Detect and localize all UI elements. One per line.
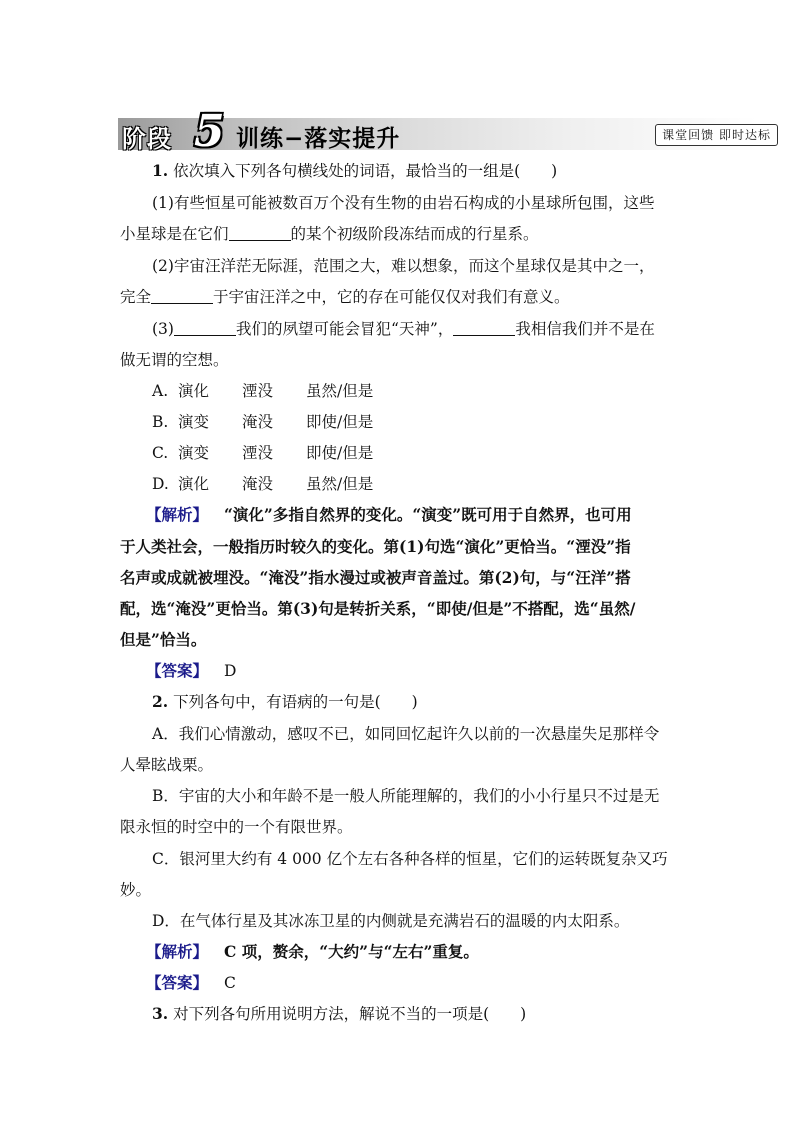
q1-s2-line1: (2)宇宙汪洋茫无际涯，范围之大，难以想象，而这个星球仅是其中之一， bbox=[152, 257, 655, 275]
q2-answer bbox=[146, 973, 236, 993]
blank-4 bbox=[453, 319, 515, 336]
q3-stem bbox=[152, 1004, 526, 1024]
analysis-tag: 【解析】 bbox=[146, 942, 209, 961]
q2-option-a-line1: A．我们心情激动，感叹不已，如同回忆起许久以前的一次悬崖失足那样令 bbox=[152, 725, 660, 743]
q1-option-a bbox=[152, 381, 373, 401]
q1-s2-line2b: 于宇宙汪洋之中，它的存在可能仅仅对我们有意义。 bbox=[213, 288, 570, 306]
answer-value: C bbox=[224, 974, 236, 992]
q1-analysis-line4: 配，选“淹没”更恰当。第(3)句是转折关系，“即使/但是”不搭配，选“虽然/ bbox=[120, 599, 636, 618]
option-word-2: 湮没 bbox=[242, 444, 274, 462]
q2-option-b-line1: B．宇宙的大小和年龄不是一般人所能理解的，我们的小小行星只不过是无 bbox=[152, 787, 660, 805]
q2-option-b-line2: 限永恒的时空中的一个有限世界。 bbox=[120, 818, 353, 836]
q2-option-d-line1: D．在气体行星及其冰冻卫星的内侧就是充满岩石的温暖的内太阳系。 bbox=[152, 912, 630, 930]
option-word-1: 演变 bbox=[178, 444, 210, 462]
q1-option-b bbox=[152, 412, 373, 432]
answer-value: D bbox=[224, 662, 237, 680]
q1-s2-line2 bbox=[120, 287, 570, 307]
blank-3 bbox=[174, 319, 236, 336]
q1-s3-line1b: 我们的夙望可能会冒犯“天神”， bbox=[235, 320, 454, 338]
blank-1 bbox=[229, 224, 291, 241]
q1-stem-text: 依次填入下列各句横线处的词语，最恰当的一组是( ) bbox=[173, 162, 558, 180]
q1-analysis-line2: 于人类社会，一般指历时较久的变化。第(1)句选“演化”更恰当。“湮没”指 bbox=[120, 537, 631, 556]
q1-s1-line2a: 小星球是在它们 bbox=[120, 225, 229, 243]
option-letter: A. bbox=[152, 382, 169, 400]
option-word-2: 淹没 bbox=[242, 475, 274, 493]
q2-option-a-line2: 人晕眩战栗。 bbox=[120, 756, 214, 774]
q1-analysis-line3: 名声或成就被埋没。“淹没”指水漫过或被声音盖过。第(2)句，与“汪洋”搭 bbox=[120, 568, 631, 587]
q1-s3-line1 bbox=[152, 319, 655, 339]
stage-tag: 课堂回馈 即时达标 bbox=[655, 124, 778, 146]
analysis-text: “演化”多指自然界的变化。“演变”既可用于自然界，也可用 bbox=[224, 505, 632, 524]
q2-number: 2. bbox=[152, 692, 169, 711]
q1-option-c bbox=[152, 443, 373, 463]
option-word-3: 即使/但是 bbox=[306, 413, 374, 431]
stage-word: 阶段 bbox=[122, 125, 172, 153]
q1-s1-line2 bbox=[120, 224, 539, 244]
q1-s1-line2b: 的某个初级阶段冻结而成的行星系。 bbox=[290, 225, 539, 243]
q1-s1-line1: (1)有些恒星可能被数百万个没有生物的由岩石构成的小星球所包围，这些 bbox=[152, 194, 655, 212]
q2-stem bbox=[152, 692, 418, 712]
option-word-2: 淹没 bbox=[242, 413, 274, 431]
option-letter: D. bbox=[152, 475, 169, 493]
section-banner bbox=[118, 106, 778, 157]
option-letter: C. bbox=[152, 444, 169, 462]
option-letter: B. bbox=[152, 413, 169, 431]
q1-s3-line2: 做无谓的空想。 bbox=[120, 351, 229, 369]
stage-title: 训练−落实提升 bbox=[236, 126, 401, 152]
q1-s3-line1a: (3) bbox=[152, 320, 174, 338]
q1-analysis-line1 bbox=[146, 505, 632, 525]
q1-option-d bbox=[152, 474, 373, 494]
q1-s2-line2a: 完全 bbox=[120, 288, 152, 306]
q1-stem bbox=[152, 161, 557, 181]
blank-2 bbox=[151, 287, 213, 304]
q1-analysis-line5: 但是”恰当。 bbox=[120, 630, 207, 649]
answer-tag: 【答案】 bbox=[146, 973, 209, 992]
option-word-1: 演化 bbox=[178, 475, 210, 493]
q3-stem-text: 对下列各句所用说明方法，解说不当的一项是( ) bbox=[173, 1005, 527, 1023]
q1-answer bbox=[146, 661, 236, 681]
option-word-3: 即使/但是 bbox=[306, 444, 374, 462]
option-word-1: 演化 bbox=[178, 382, 210, 400]
option-word-1: 演变 bbox=[178, 413, 210, 431]
q2-option-c-line1: C．银河里大约有 4 000 亿个左右各种各样的恒星，它们的运转既复杂又巧 bbox=[152, 850, 668, 868]
q2-option-c-line2: 妙。 bbox=[120, 881, 152, 899]
answer-tag: 【答案】 bbox=[146, 661, 209, 680]
q2-analysis bbox=[146, 942, 479, 962]
q1-number: 1. bbox=[152, 161, 169, 180]
q2-stem-text: 下列各句中，有语病的一句是( ) bbox=[173, 693, 418, 711]
q3-number: 3. bbox=[152, 1004, 169, 1023]
option-word-2: 湮没 bbox=[242, 382, 274, 400]
analysis-text: C 项，赘余，“大约”与“左右”重复。 bbox=[224, 942, 479, 961]
option-word-3: 虽然/但是 bbox=[306, 475, 374, 493]
option-word-3: 虽然/但是 bbox=[306, 382, 374, 400]
q1-s3-line1c: 我相信我们并不是在 bbox=[515, 320, 655, 338]
stage-number: 5 bbox=[194, 106, 225, 157]
analysis-tag: 【解析】 bbox=[146, 505, 209, 524]
